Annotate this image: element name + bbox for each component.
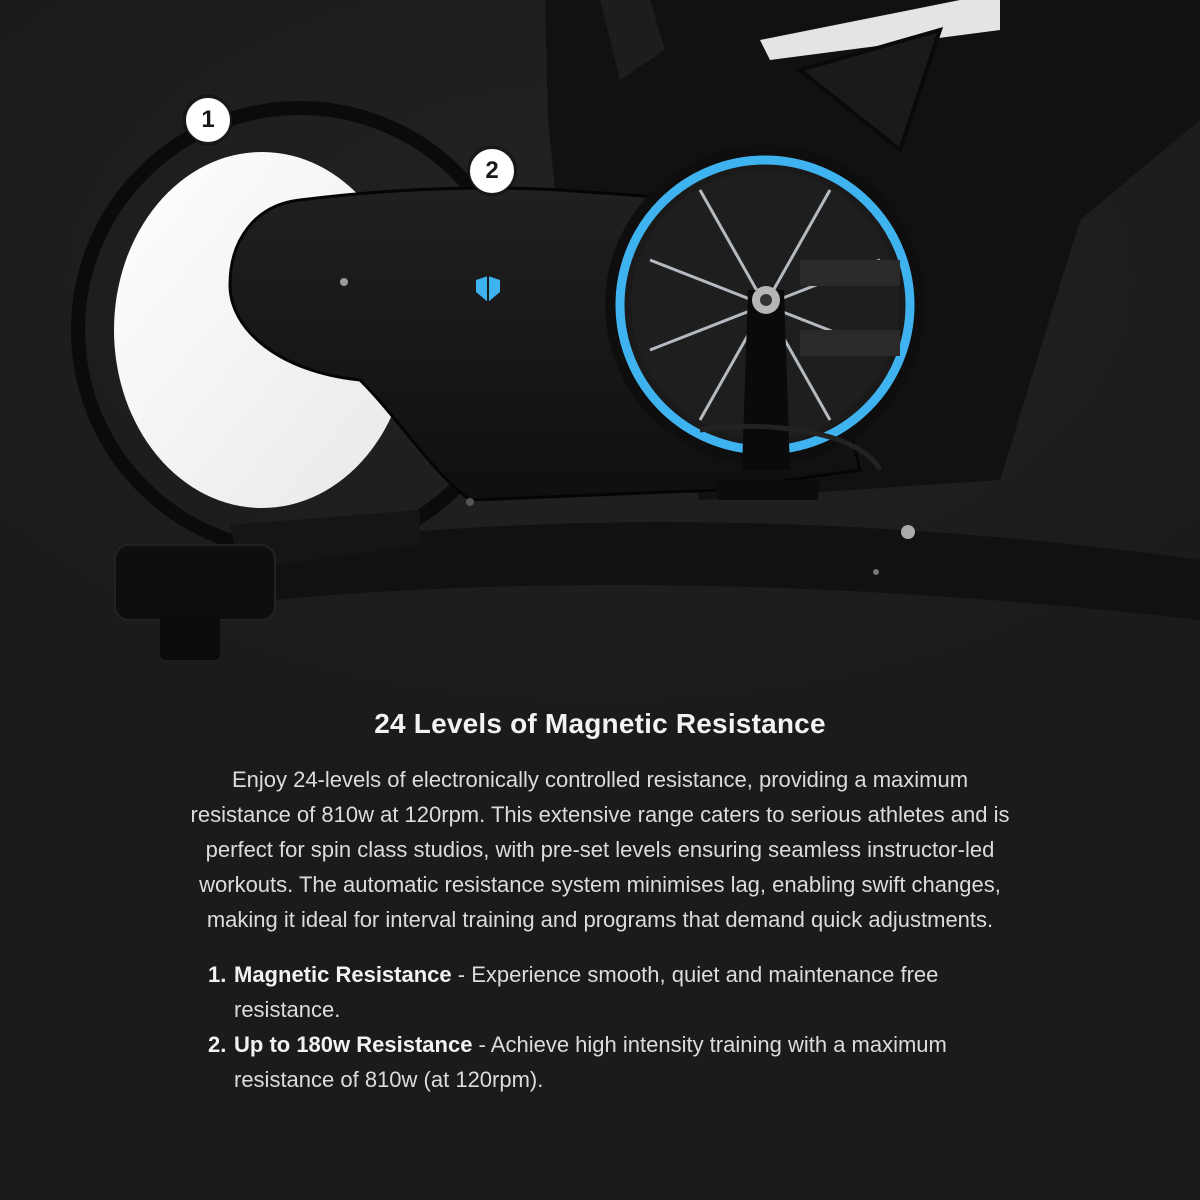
- feature-number: 1.: [208, 962, 227, 987]
- feature-name: Magnetic Resistance: [234, 962, 452, 987]
- list-item: [208, 957, 1028, 1027]
- callout-badge-2: 2: [468, 147, 516, 195]
- feature-name: Up to 180w Resistance: [234, 1032, 473, 1057]
- section-heading: 24 Levels of Magnetic Resistance: [374, 708, 826, 739]
- feature-separator: -: [451, 962, 472, 987]
- feature-description: [0, 700, 1200, 1097]
- callout-badge-1: 1: [184, 96, 232, 144]
- list-item: [208, 1027, 1028, 1097]
- feature-separator: -: [472, 1032, 491, 1057]
- feature-description: Experience smooth, quiet and maintenance free resistance.: [234, 962, 939, 1022]
- feature-description: Achieve high intensity training with a maximum resistance of 810w (at 120rpm).: [234, 1032, 947, 1092]
- feature-text: [234, 957, 1028, 1027]
- feature-text: [234, 1027, 1028, 1097]
- intro-paragraph: Enjoy 24-levels of electronically controlled resistance, providing a maximum resistance of 810w at 120rpm. This extensive range caters to serious athletes and is perfect for spin class studios, with pre-set levels ensuring seamless instructor-led workouts. The automatic resistance system minimises lag, enabling swift changes, making it ideal for interval training and programs that demand quick adjustments.: [190, 767, 1010, 932]
- feature-list: [208, 957, 1028, 1097]
- feature-number: 2.: [208, 1032, 227, 1057]
